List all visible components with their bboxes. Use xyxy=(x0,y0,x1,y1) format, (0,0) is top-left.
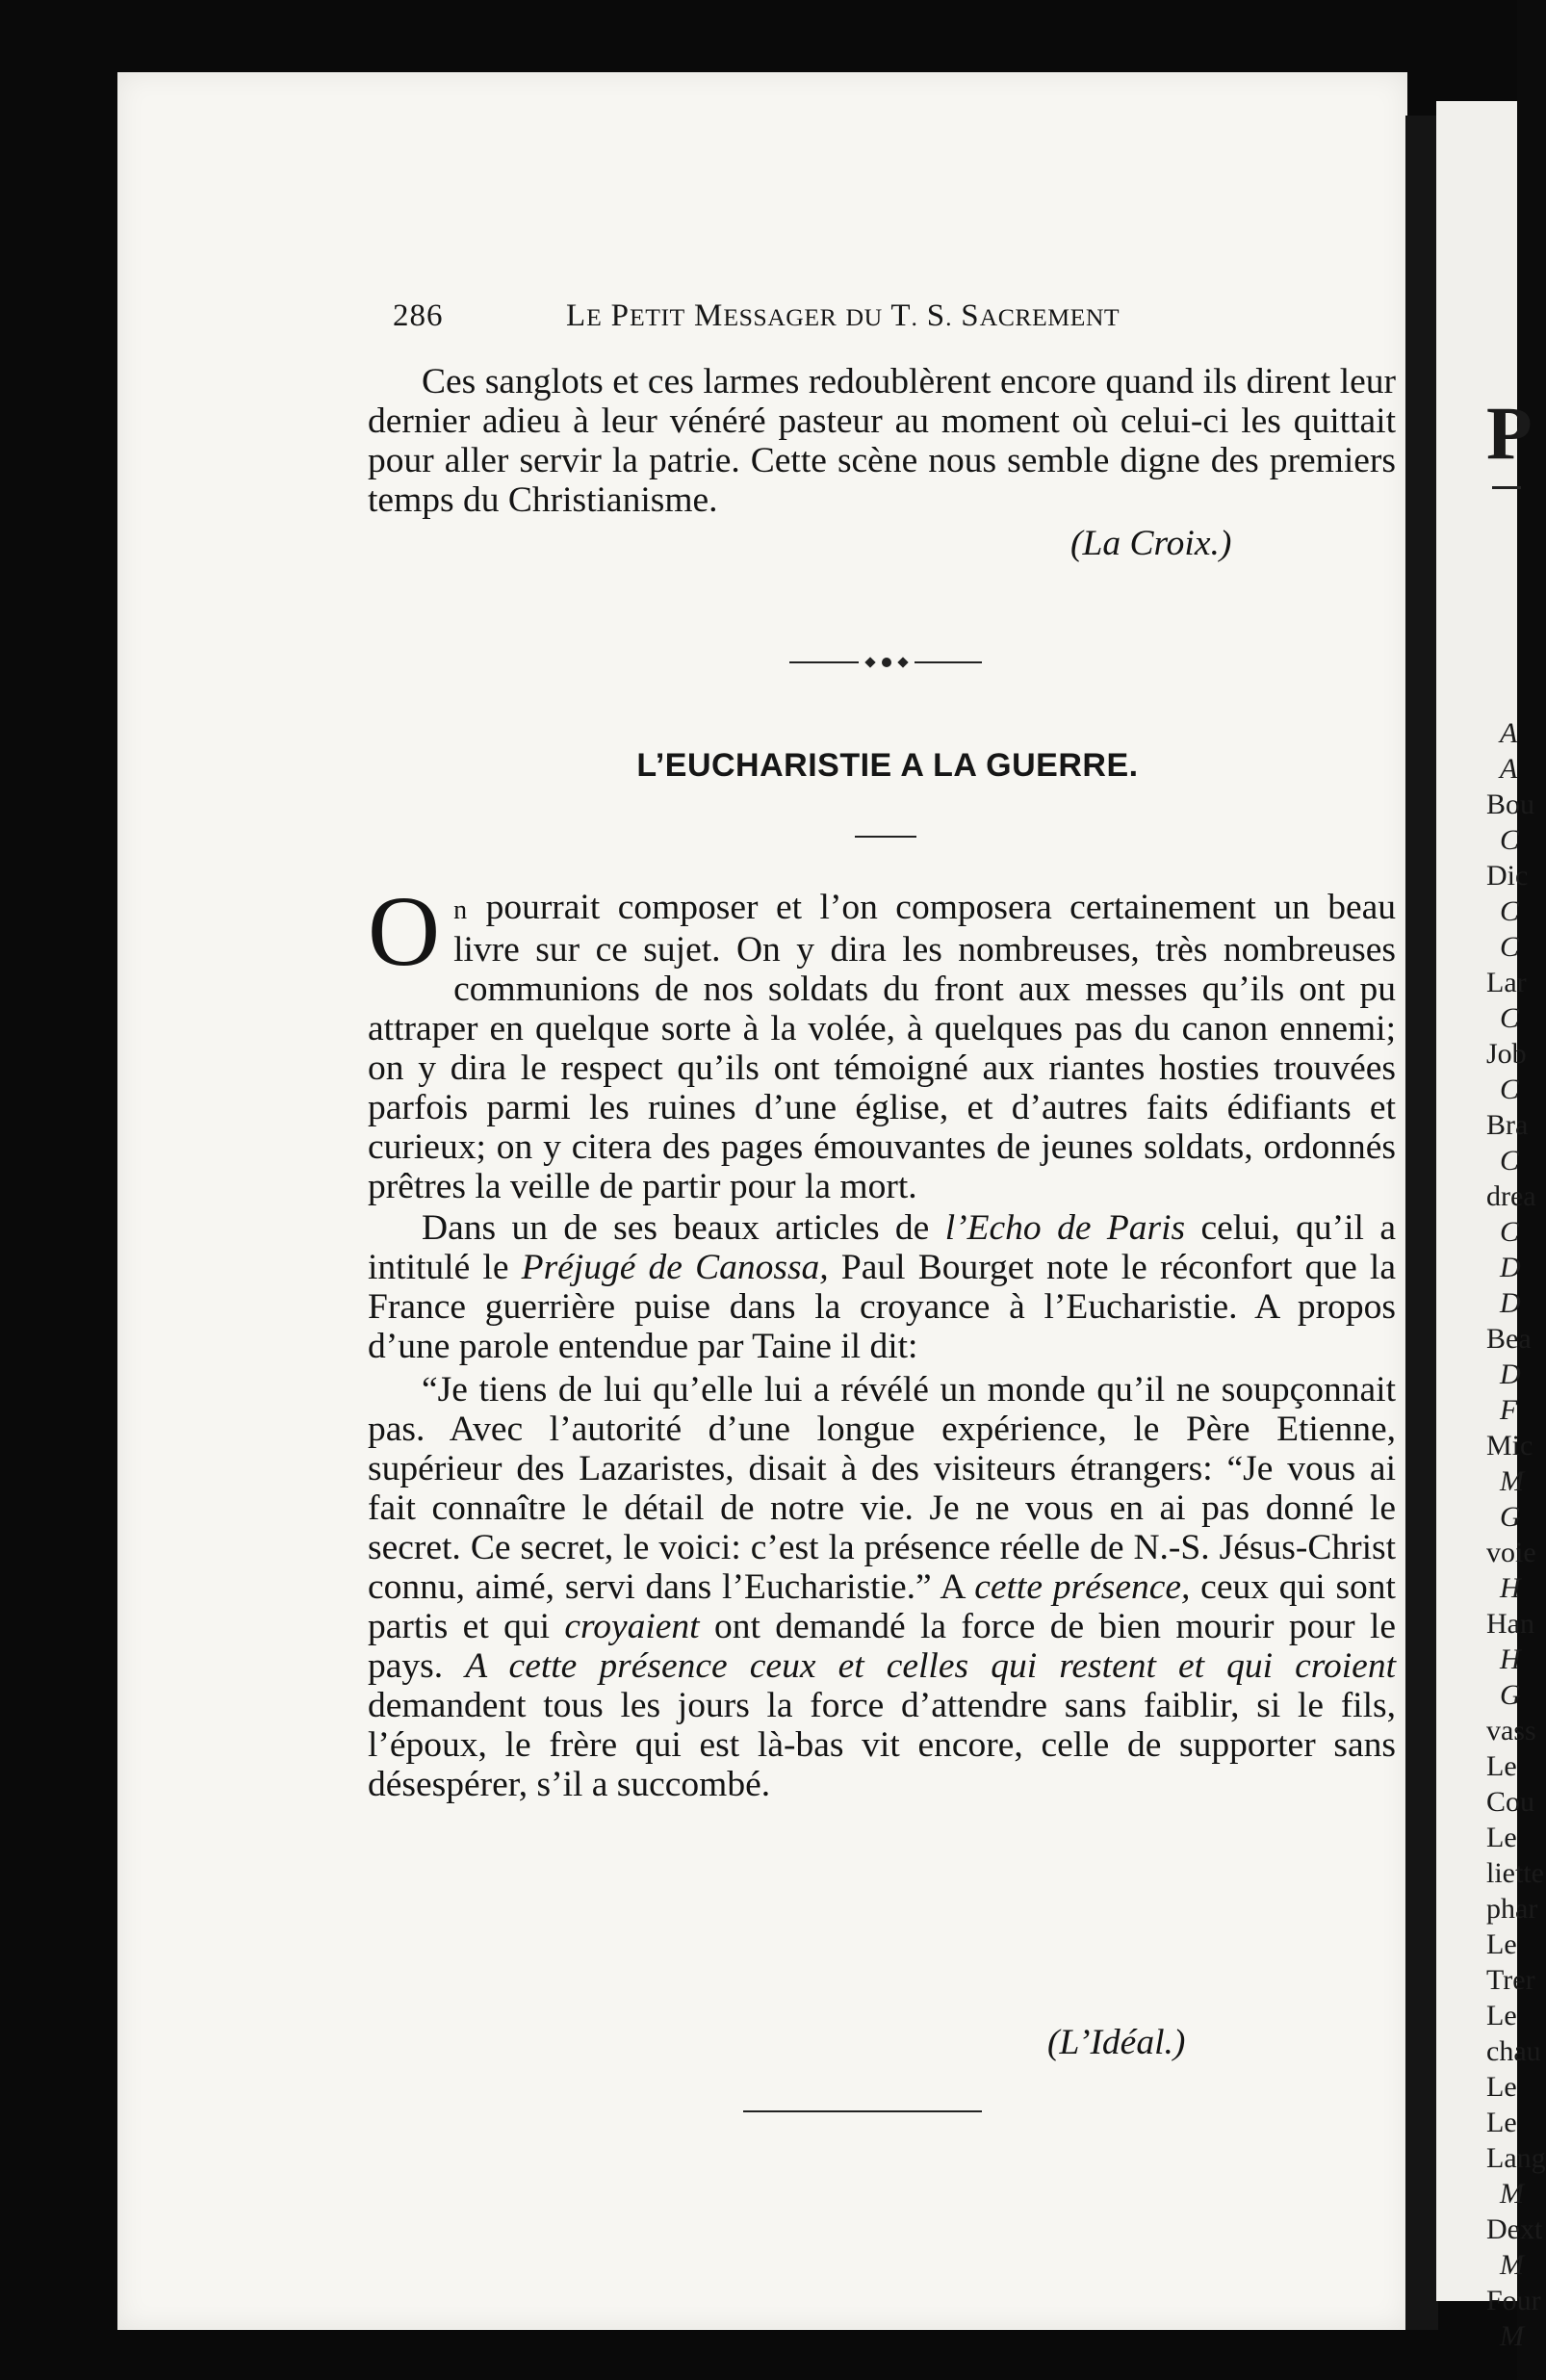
adjacent-page-fragment: H xyxy=(1500,1572,1521,1604)
adjacent-page-fragment: Lar xyxy=(1486,967,1527,998)
adjacent-page-fragment: M xyxy=(1500,1465,1524,1497)
p3-presence-2: A cette présence ceux et celles qui restent et qui croient xyxy=(465,1646,1396,1686)
book-gutter xyxy=(1405,116,1438,2330)
p2-part-b: celui, qu’il a intitulé le xyxy=(368,1208,1396,1287)
adjacent-page-fragment: chau xyxy=(1486,2035,1541,2067)
section-continuation xyxy=(368,362,1396,520)
adjacent-page-fragment: H xyxy=(1500,1643,1521,1675)
p3-presence: cette présence, xyxy=(974,1567,1191,1607)
adjacent-page-fragment: C xyxy=(1500,931,1520,963)
running-title-text: LE PETIT MESSAGER DU T. S. SACREMENT xyxy=(566,298,1121,333)
adjacent-page-fragment: Le xyxy=(1486,1750,1517,1782)
page-number: 286 xyxy=(393,298,444,333)
adjacent-page-fragment: Dic xyxy=(1486,860,1529,892)
adjacent-page-fragment: D xyxy=(1500,1358,1521,1390)
article-paragraph-1 xyxy=(368,876,1397,1206)
adjacent-page-fragment: Cou xyxy=(1486,1786,1535,1818)
closing-rule xyxy=(743,2110,982,2112)
p3-part-c: ont demandé la force de bien mourir pour le pays. xyxy=(368,1607,1397,1686)
adjacent-page-fragment: C xyxy=(1500,895,1520,927)
adjacent-page-fragment: Le xyxy=(1486,1822,1517,1853)
adjacent-page-fragment: C xyxy=(1500,1145,1520,1177)
adjacent-page-fragment: Le xyxy=(1486,2000,1517,2031)
adjacent-page-fragment: voie xyxy=(1486,1537,1536,1568)
adjacent-page-fragment: phar xyxy=(1486,1893,1538,1925)
adjacent-page-fragment: F xyxy=(1500,1394,1518,1426)
adjacent-page-fragment: Trer xyxy=(1486,1964,1535,1996)
p3-part-d: demandent tous les jours la force d’attendre sans faiblir, si le fils, l’époux, le frère qui est là-bas vit encore, celle de supporter sans désespérer, s’il a succombé. xyxy=(368,1686,1396,1804)
article-paragraph-2 xyxy=(368,1208,1396,1366)
article-body xyxy=(368,876,1397,1804)
adjacent-page-fragment: Le xyxy=(1486,2107,1517,2138)
p2-part-a: Dans un de ses beaux articles de xyxy=(422,1208,945,1248)
drop-cap: O xyxy=(368,876,441,987)
p3-part-b: ceux qui sont partis et qui xyxy=(368,1567,1396,1646)
p3-croyaient: croyaient xyxy=(564,1607,700,1646)
paragraph-1-text: pourrait composer et l’on composera certainement un beau livre sur ce sujet. On y dira les nombreuses, très nombreuses communions de nos soldats du front aux messes qu’ils ont pu attraper en quelque sorte à la volée, à quelques pas du canon ennemi; on y dira le respect qu’ils ont témoigné aux riantes hosties trouvées parfois parmi les ruines d’une église, et d’autres faits édifiants et curieux; on y citera des pages émouvantes de jeunes soldats, ordonnés prêtres la veille de partir pour la mort. xyxy=(368,888,1397,1206)
p3-part-a: “Je tiens de lui qu’elle lui a révélé un monde qu’il ne soupçonnait pas. Avec l’autorité d’une longue expérience, le Père Etienne, supérieur des Lazaristes, disait à des visiteurs étrangers: “Je vous ai fait connaître le détail de notre vie. Je ne vous en ai pas donné le secret. Ce secret, le voici: c’est la présence réelle de N.-S. Jésus-Christ connu, aimé, servi dans l’Eucharistie.” A xyxy=(368,1370,1396,1607)
first-word-rest: n xyxy=(453,895,469,925)
p2-part-c: Paul Bourget note le réconfort que la France guerrière puise dans la croyance à l’Eucharistie. A propos d’une parole entendue par Taine il dit: xyxy=(368,1248,1396,1366)
adjacent-page-letter: P xyxy=(1486,391,1533,475)
adjacent-page-fragment: Bra xyxy=(1486,1109,1529,1141)
adjacent-page-fragment: Dext xyxy=(1486,2213,1543,2245)
adjacent-page-fragment: drea xyxy=(1486,1180,1536,1212)
continuation-paragraph: Ces sanglots et ces larmes redoublèrent encore quand ils dirent leur dernier adieu à leur vénéré pasteur au moment où celui-ci les quittait pour aller servir la patrie. Cette scène nous semble digne des premiers temps du Christianisme. xyxy=(368,362,1396,520)
adjacent-page-fragment: C xyxy=(1500,1074,1520,1105)
adjacent-page-fragment: G xyxy=(1500,1679,1521,1711)
adjacent-page-fragment: M xyxy=(1500,2320,1524,2352)
adjacent-page-fragment: liette xyxy=(1486,1857,1544,1889)
adjacent-page-fragment: A xyxy=(1500,753,1518,785)
adjacent-page-fragment: D xyxy=(1500,1287,1521,1319)
source-l-ideal: (L’Idéal.) xyxy=(1047,2023,1186,2062)
adjacent-page-fragment: C xyxy=(1500,824,1520,856)
adjacent-page-fragment: Lang xyxy=(1486,2142,1546,2174)
adjacent-page-fragment: M xyxy=(1500,2178,1524,2210)
adjacent-page-fragment: Job xyxy=(1486,1038,1527,1070)
adjacent-page-fragment: A xyxy=(1500,717,1518,749)
adjacent-page-fragment: Han xyxy=(1486,1608,1534,1640)
p2-prejuge: Préjugé de Canossa, xyxy=(521,1248,829,1287)
adjacent-page-fragment: C xyxy=(1500,1002,1520,1034)
adjacent-page-fragment: Le xyxy=(1486,1928,1517,1960)
adjacent-page-fragment: G xyxy=(1500,1501,1521,1533)
section-ornament xyxy=(789,657,982,668)
p2-echo-de-paris: l’Echo de Paris xyxy=(944,1208,1186,1248)
adjacent-page-fragment: Mic xyxy=(1486,1430,1533,1462)
article-title: L’EUCHARISTIE A LA GUERRE. xyxy=(636,747,1139,784)
adjacent-page-fragment: Bea xyxy=(1486,1323,1532,1355)
adjacent-page-fragment: D xyxy=(1500,1252,1521,1283)
title-rule xyxy=(855,836,916,838)
source-la-croix: (La Croix.) xyxy=(1070,524,1232,563)
adjacent-page-fragment: Bou xyxy=(1486,789,1535,820)
article-paragraph-3 xyxy=(368,1370,1396,1804)
adjacent-page-fragment: Four xyxy=(1486,2285,1541,2316)
adjacent-page-fragment: M xyxy=(1500,2249,1524,2281)
adjacent-page-fragment: vass xyxy=(1486,1715,1536,1746)
adjacent-page-rule xyxy=(1492,486,1521,489)
running-head xyxy=(393,298,1240,347)
adjacent-page-fragment: Le xyxy=(1486,2071,1517,2103)
adjacent-page xyxy=(1436,101,1546,2352)
adjacent-page-fragment: C xyxy=(1500,1216,1520,1248)
running-title xyxy=(566,298,1120,334)
